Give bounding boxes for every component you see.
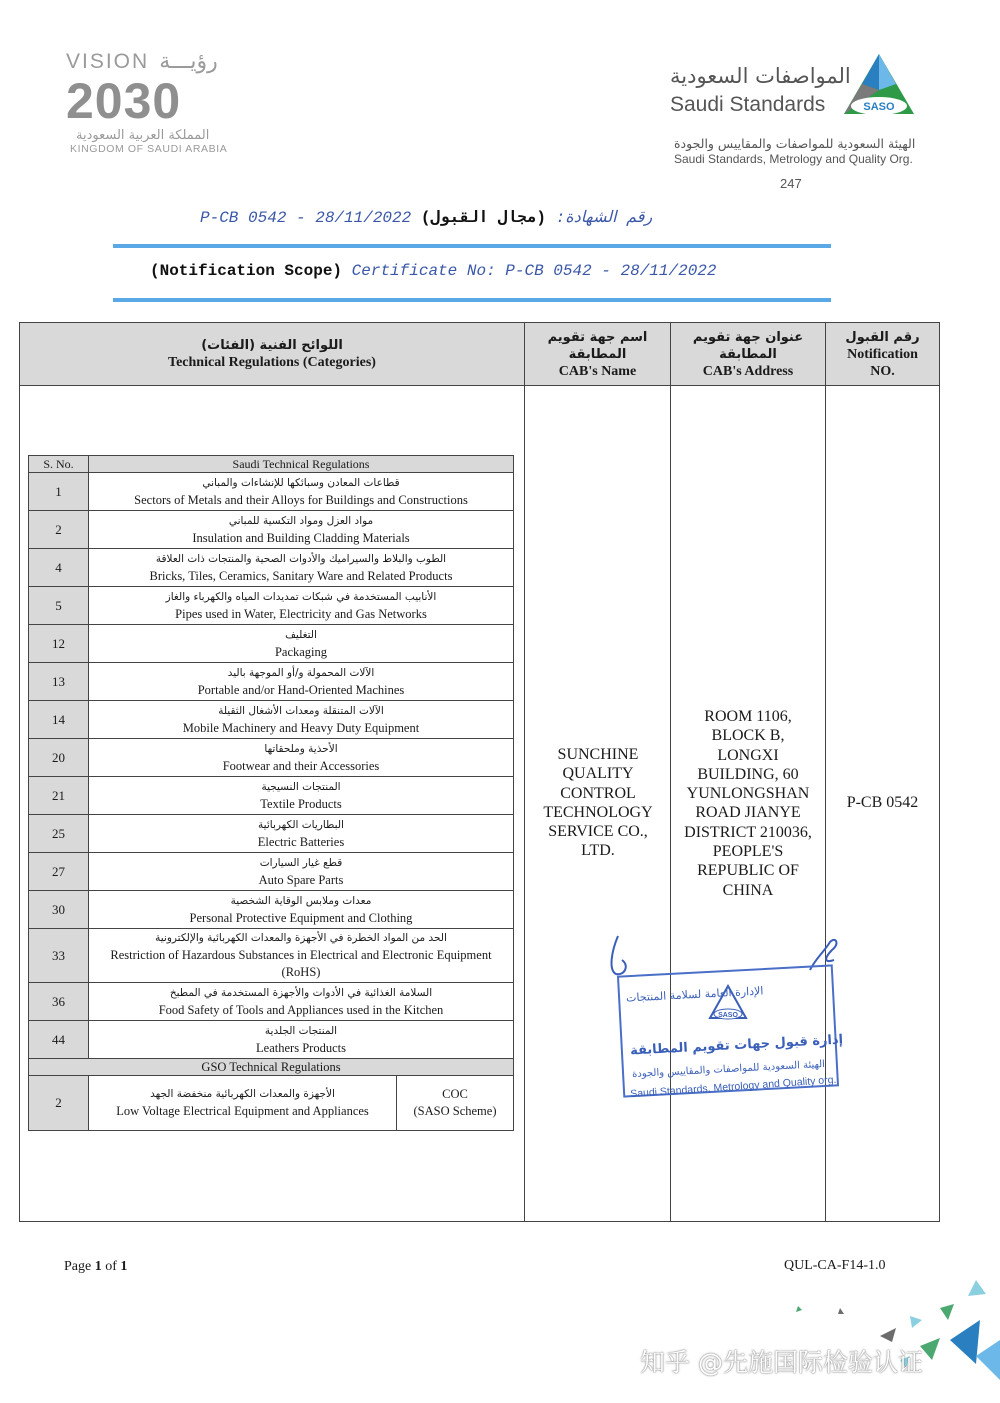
row-description [89, 815, 514, 853]
row-sno: 20 [29, 739, 89, 777]
row-sno: 14 [29, 701, 89, 739]
table-row [29, 929, 514, 983]
gso-header-row [29, 1059, 514, 1076]
header-cab-address [671, 323, 825, 385]
row-sno: 30 [29, 891, 89, 929]
row-desc-en: Portable and/or Hand-Oriented Machines [197, 682, 405, 697]
row-desc-en: Electric Batteries [257, 834, 345, 849]
row-description [89, 739, 514, 777]
saso-name-en: Saudi Standards [670, 93, 826, 116]
header-regulations-ar: اللوائح الفنية (الفئات) [201, 338, 343, 353]
page-of: of [105, 1259, 117, 1274]
vision-logo-top [66, 48, 266, 74]
header-notif-ar: رقم القبول [845, 329, 920, 345]
watermark: 知乎 @先施国际检验认证 [640, 1348, 923, 1377]
table-row [29, 853, 514, 891]
col-sno-header: S. No. [29, 456, 89, 473]
header-cab-name-en: CAB's Name [558, 363, 637, 379]
row-desc-en: Footwear and their Accessories [222, 758, 380, 773]
row-desc-en: Mobile Machinery and Heavy Duty Equipment [182, 720, 420, 735]
row-desc-en: Personal Protective Equipment and Clothing [189, 910, 413, 925]
row-sno: 1 [29, 473, 89, 511]
table-row [29, 891, 514, 929]
header-notif-en-2: NO. [870, 363, 895, 379]
row-desc-ar: الحد من المواد الخطرة في الأجهزة والمعدات الكهربائية والإلكترونية [155, 932, 447, 944]
row-description [89, 549, 514, 587]
page-prefix: Page [64, 1259, 92, 1274]
title-rule-bottom [113, 298, 831, 302]
saso-org-ar: الهيئة السعودية للمواصفات والمقاييس والجودة [674, 136, 916, 151]
row-desc-ar: البطاريات الكهربائية [258, 818, 344, 831]
row-desc-ar: قطع غيار السيارات [259, 856, 343, 869]
row-sno: 13 [29, 663, 89, 701]
stamp-line3: الهيئة السعودية للمواصفات والمقاييس والجودة [631, 1058, 826, 1081]
row-scheme [397, 1076, 514, 1131]
vision-logo-year: 2030 [66, 73, 182, 129]
regulations-table [28, 455, 514, 1131]
stamp-saso-icon [708, 984, 748, 1022]
vision-logo-country-ar: المملكة العربية السعودية [76, 128, 210, 143]
row-description [89, 853, 514, 891]
vision-logo-top-ar: رؤيـــة [159, 48, 218, 73]
vision-logo-country-en: KINGDOM OF SAUDI ARABIA [70, 143, 228, 155]
table-row [29, 983, 514, 1021]
header-cab-address-en: CAB's Address [702, 363, 794, 379]
row-desc-ar: مواد العزل ومواد التكسية للمباني [228, 514, 374, 527]
title-ar-cert-value: P-CB 0542 - 28/11/2022 [200, 209, 412, 227]
saso-name-ar: المواصفات السعودية [670, 64, 851, 88]
row-desc-ar: الأنابيب المستخدمة في شبكات تمديدات المياه والكهرباء والغاز [165, 590, 437, 603]
row-desc-en: Sectors of Metals and their Alloys for Buildings and Constructions [134, 492, 468, 507]
saso-ref-number: 247 [780, 176, 802, 191]
row-desc-ar: المنتجات النسيجية [261, 780, 341, 793]
table-row [29, 511, 514, 549]
table-row [29, 473, 514, 511]
row-desc-ar: الآلات المتنقلة ومعدات الأشغال الثقيلة [218, 704, 384, 717]
page-current: 1 [94, 1259, 102, 1274]
row-desc-ar: التغليف [285, 628, 317, 641]
title-en-cert: Certificate No: P-CB 0542 - 28/11/2022 [351, 262, 717, 280]
row-description [89, 473, 514, 511]
certificate-title-en [150, 262, 830, 280]
regulations-table-header [29, 456, 514, 473]
row-scheme-2: (SASO Scheme) [413, 1104, 497, 1118]
header-regulations [20, 323, 524, 385]
table-row [29, 1021, 514, 1059]
saso-badge-text: SASO [863, 101, 895, 113]
row-desc-ar: الآلات المحمولة و/أو الموجهة باليد [227, 666, 375, 679]
cab-address-value: ROOM 1106, BLOCK B, LONGXI BUILDING, 60 YUNLONGSHAN ROAD JIANYE DISTRICT 210036, PEOPLE'S REPUBLIC OF CHINA [684, 708, 812, 899]
row-desc-en: Restriction of Hazardous Substances in Electrical and Electronic Equipment (RoHS) [110, 948, 492, 979]
saso-logo [660, 50, 930, 195]
row-sno: 33 [29, 929, 89, 983]
certificate-title-ar [200, 207, 760, 227]
row-description [89, 929, 514, 983]
title-ar-scope: (مجال القبول) [420, 209, 546, 227]
stamp-badge-text: SASO [718, 1012, 738, 1019]
row-desc-en: Food Safety of Tools and Appliances used in the Kitchen [158, 1002, 444, 1017]
table-row [29, 625, 514, 663]
decorative-dots-icon [780, 1280, 1000, 1403]
row-sno: 25 [29, 815, 89, 853]
row-desc-en: Textile Products [260, 796, 342, 811]
table-row [29, 815, 514, 853]
row-sno: 27 [29, 853, 89, 891]
row-desc-ar: الطوب والبلاط والسيراميك والأدوات الصحية والمنتجات ذات العلاقة [155, 552, 447, 565]
row-description [89, 1076, 397, 1131]
row-desc-ar: معدات وملابس الوقاية الشخصية [230, 894, 372, 907]
official-stamp [610, 930, 850, 1110]
header-cab-name-ar: اسم جهة تقويم المطابقة [547, 329, 648, 362]
row-desc-en: Pipes used in Water, Electricity and Gas Networks [175, 606, 427, 621]
row-description [89, 587, 514, 625]
col-saudi-header: Saudi Technical Regulations [89, 456, 514, 473]
row-sno: 21 [29, 777, 89, 815]
table-row [29, 663, 514, 701]
row-desc-en: Packaging [274, 644, 328, 659]
row-desc-ar: الأجهزة والمعدات الكهربائية منخفضة الجهد [150, 1088, 335, 1100]
row-sno: 4 [29, 549, 89, 587]
row-description [89, 891, 514, 929]
row-desc-ar: قطاعات المعادن وسبائكها للإنشاءات والمباني [202, 476, 400, 489]
row-desc-en: Low Voltage Electrical Equipment and Appliances [116, 1104, 369, 1118]
table-row [29, 777, 514, 815]
row-desc-en: Leathers Products [256, 1040, 346, 1055]
table-row [29, 701, 514, 739]
row-description [89, 625, 514, 663]
saudi-regulations-body [29, 473, 514, 1059]
row-sno: 36 [29, 983, 89, 1021]
row-description [89, 1021, 514, 1059]
row-description [89, 983, 514, 1021]
cab-name-value: SUNCHINE QUALITY CONTROL TECHNOLOGY SERVICE CO., LTD. [543, 746, 653, 860]
row-desc-ar: السلامة الغذائية في الأدوات والأجهزة المستخدمة في المطبخ [169, 986, 433, 999]
row-desc-en: Auto Spare Parts [258, 872, 344, 887]
stamp-line2: إدارة قبول جهات تقويم المطابقة [629, 1032, 844, 1059]
page-number [64, 1259, 127, 1275]
table-row [29, 549, 514, 587]
notification-no-value: P-CB 0542 [846, 794, 919, 811]
row-description [89, 663, 514, 701]
row-desc-ar: الأحذية وملحقاتها [264, 742, 338, 755]
row-sno: 5 [29, 587, 89, 625]
row-sno: 2 [29, 1076, 89, 1131]
row-desc-en: Bricks, Tiles, Ceramics, Sanitary Ware and Related Products [149, 568, 453, 583]
row-description [89, 511, 514, 549]
row-description [89, 701, 514, 739]
row-sno: 44 [29, 1021, 89, 1059]
document-code: QUL-CA-F14-1.0 [784, 1258, 886, 1273]
row-sno: 2 [29, 511, 89, 549]
row-sno: 12 [29, 625, 89, 663]
title-en-scope: (Notification Scope) [150, 262, 343, 280]
table-row [29, 1076, 514, 1131]
saso-triangle-icon [840, 50, 918, 122]
row-desc-en: Insulation and Building Cladding Materials [192, 530, 410, 545]
col-divider [524, 323, 525, 1221]
title-ar-cert-label: رقم الشهادة: [555, 209, 653, 227]
header-cab-address-ar: عنوان جهة تقويم المطابقة [692, 329, 804, 362]
header-cab-name [525, 323, 670, 385]
title-rule-top [113, 244, 831, 248]
stamp-line1: الإدارة العامة لسلامة المنتجات [625, 984, 764, 1005]
page-total: 1 [120, 1259, 128, 1274]
row-description [89, 777, 514, 815]
col-gso-header: GSO Technical Regulations [29, 1059, 514, 1076]
vision-logo-top-en: VISION [66, 50, 150, 73]
table-row [29, 739, 514, 777]
vision-2030-logo [66, 48, 266, 163]
saso-org-en: Saudi Standards, Metrology and Quality Org. [674, 152, 913, 166]
header-notification-no [826, 323, 939, 385]
header-regulations-en: Technical Regulations (Categories) [168, 355, 376, 370]
row-desc-ar: المنتجات الجلدية [264, 1024, 338, 1037]
stamp-line4: Saudi Standards, Metrology and Quality org. [629, 1073, 837, 1101]
header-notif-en-1: Notification [847, 346, 918, 362]
row-scheme-1: COC [442, 1087, 468, 1101]
table-row [29, 587, 514, 625]
